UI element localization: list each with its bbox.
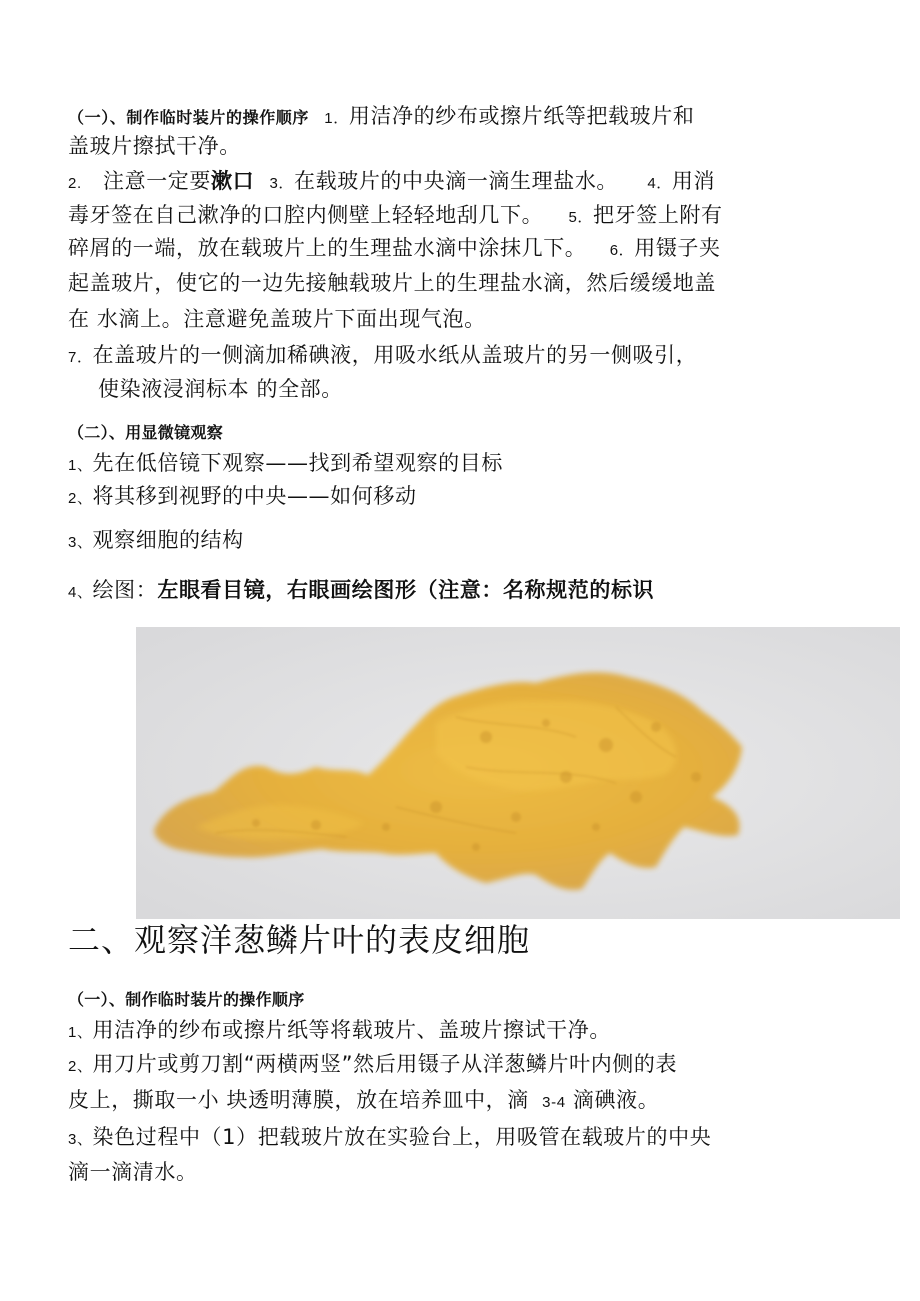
procedure-line-5 bbox=[68, 233, 721, 266]
step-number: 2、 bbox=[68, 490, 93, 507]
step-text: 碎屑的一端，放在载玻片上的生理盐水滴中涂抹几下。 bbox=[68, 236, 587, 260]
onion-step-1 bbox=[68, 1015, 611, 1048]
observe-step-4 bbox=[68, 575, 654, 608]
step-text: 毒牙签在自己漱净的口腔内侧壁上轻轻地刮几下。 bbox=[68, 203, 544, 227]
procedure-line-6 bbox=[68, 268, 716, 298]
step-text: 在 水滴上。注意避免盖玻片下面出现气泡。 bbox=[68, 307, 486, 331]
procedure-line-4 bbox=[68, 200, 723, 233]
step-text: 起盖玻片，使它的一边先接触载玻片上的生理盐水滴，然后缓缓地盖 bbox=[68, 271, 716, 295]
step-text: 注意一定要 bbox=[103, 169, 211, 193]
step-number: 5． bbox=[568, 209, 594, 226]
onion-step-3b bbox=[68, 1157, 198, 1187]
observe-step-3 bbox=[68, 525, 244, 558]
step-text: 先在低倍镜下观察——找到希望观察的目标 bbox=[92, 451, 503, 475]
onion-step-3a bbox=[68, 1122, 711, 1155]
step-number: 3-4 bbox=[542, 1094, 566, 1111]
step-text: 染色过程中（1）把载玻片放在实验台上，用吸管在载玻片的中央 bbox=[92, 1125, 712, 1149]
step-text: 观察细胞的结构 bbox=[92, 528, 244, 552]
procedure-line-3 bbox=[68, 166, 715, 199]
step-text: 皮上，撕取一小 块透明薄膜，放在培养皿中，滴 bbox=[68, 1088, 529, 1112]
procedure-line-2 bbox=[68, 131, 241, 161]
step-text: 绘图： bbox=[92, 578, 158, 602]
procedure-line-7 bbox=[68, 304, 486, 334]
section-title-onion: 二、观察洋葱鳞片叶的表皮细胞 bbox=[68, 921, 531, 959]
observe-step-1 bbox=[68, 448, 503, 481]
cheek-cell-micrograph bbox=[136, 627, 900, 919]
step-number: 2、 bbox=[68, 1058, 93, 1075]
step-number: 3、 bbox=[68, 534, 93, 551]
step-text: 盖玻片擦拭干净。 bbox=[68, 134, 241, 158]
step-number: 3、 bbox=[68, 1131, 93, 1148]
step-number: 4、 bbox=[68, 584, 93, 601]
procedure-line-9 bbox=[98, 374, 343, 404]
step-number: 1． bbox=[324, 110, 349, 127]
procedure-line-1 bbox=[68, 101, 694, 134]
step-text: 将其移到视野的中央——如何移动 bbox=[92, 484, 417, 508]
step-text: 在载玻片的中央滴一滴生理盐水。 bbox=[294, 169, 619, 193]
observe-step-2 bbox=[68, 481, 417, 514]
step-text: 用消 bbox=[671, 169, 716, 193]
micrograph-image bbox=[136, 627, 900, 919]
step-text: 用镊子夹 bbox=[634, 236, 721, 260]
step-number: 2. bbox=[68, 175, 82, 192]
step-text: 滴碘液。 bbox=[572, 1088, 660, 1112]
step-text: 滴一滴清水。 bbox=[68, 1160, 198, 1184]
emphasis-text: 漱口 bbox=[211, 169, 255, 193]
section-heading-prepare: （一）、制作临时装片的操作顺序 bbox=[68, 108, 310, 127]
step-text: 用洁净的纱布或擦片纸等将载玻片、盖玻片擦试干净。 bbox=[92, 1018, 611, 1042]
step-number: 4． bbox=[647, 175, 672, 192]
emphasis-text: 左眼看目镜，右眼画绘图形（注意：名称规范的标识 bbox=[157, 578, 655, 602]
section-heading-prepare-2: （一）、制作临时装片的操作顺序 bbox=[68, 990, 305, 1009]
step-number: 7． bbox=[68, 349, 93, 366]
step-text: 使染液浸润标本 的全部。 bbox=[98, 377, 343, 401]
step-number: 1、 bbox=[68, 457, 93, 474]
procedure-line-8 bbox=[68, 340, 697, 373]
onion-step-2b bbox=[68, 1085, 659, 1118]
step-text: 把牙签上附有 bbox=[593, 203, 723, 227]
step-text: 用刀片或剪刀割“两横两竖”然后用镊子从洋葱鳞片叶内侧的表 bbox=[92, 1052, 678, 1076]
step-text: 在盖玻片的一侧滴加稀碘液，用吸水纸从盖玻片的另一侧吸引， bbox=[92, 343, 698, 367]
step-number: 1、 bbox=[68, 1024, 93, 1041]
step-number: 3． bbox=[269, 175, 295, 192]
step-number: 6． bbox=[609, 242, 635, 259]
section-heading-observe: （二）、用显微镜观察 bbox=[68, 423, 224, 442]
step-text: 用洁净的纱布或擦片纸等把载玻片和 bbox=[348, 104, 695, 128]
onion-step-2a bbox=[68, 1049, 677, 1082]
